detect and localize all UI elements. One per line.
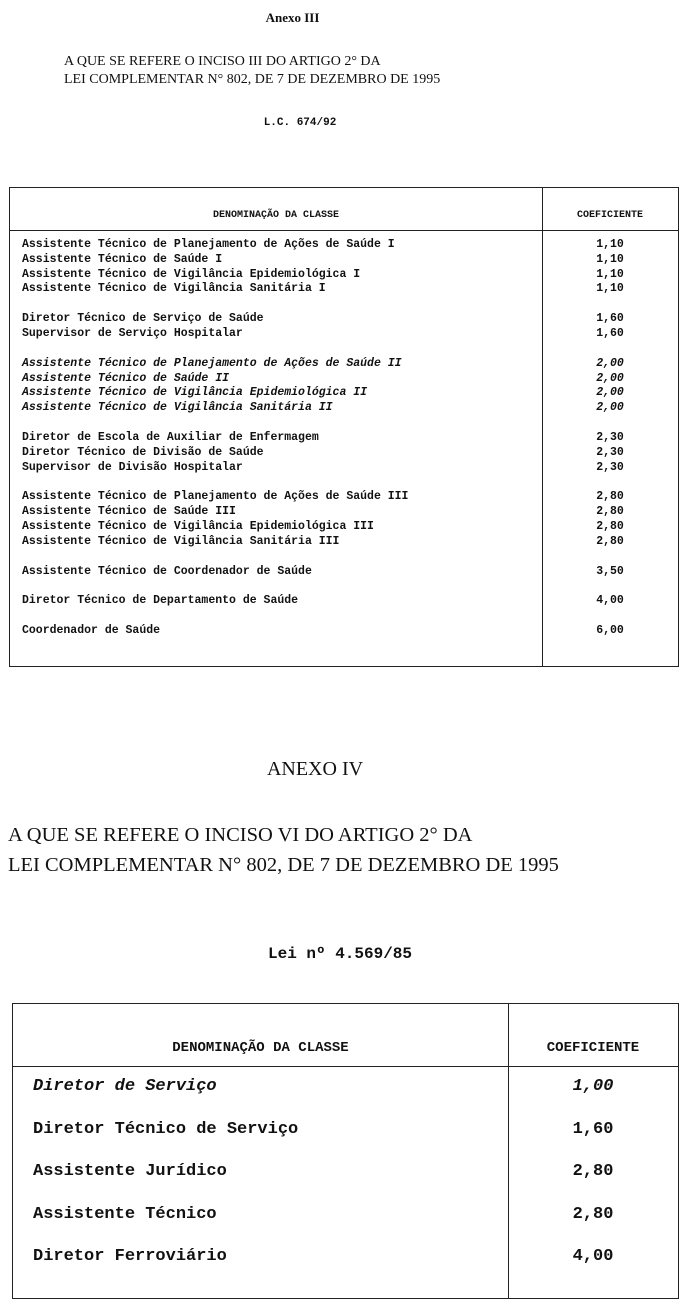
coefficient: 2,00 [596, 386, 624, 400]
table-row [10, 431, 678, 446]
class-name: Diretor Técnico de Serviço [33, 1119, 299, 1139]
class-name: Assistente Técnico de Saúde II [22, 371, 230, 385]
table-row [10, 565, 678, 580]
table-row [10, 238, 678, 253]
class-name: Assistente Técnico de Saúde III [22, 505, 236, 519]
table-row [10, 446, 678, 461]
table-row [10, 312, 678, 327]
class-name: Assistente Jurídico [33, 1162, 227, 1181]
coefficient: 1,10 [596, 267, 624, 281]
class-name: Assistente Técnico de Vigilância Epidemiológica II [22, 386, 368, 400]
annex3-reference-line1: A QUE SE REFERE O INCISO III DO ARTIGO 2° DA [64, 54, 381, 69]
table-row [10, 490, 678, 505]
table-row-group [10, 238, 678, 297]
class-name: Assistente Técnico de Planejamento de Ações de Saúde II [22, 356, 402, 370]
coefficient: 2,00 [596, 401, 624, 415]
annex4-reference-line2: LEI COMPLEMENTAR N° 802, DE 7 DE DEZEMBRO DE 1995 [8, 854, 559, 876]
table-row [10, 520, 678, 535]
coefficient: 3,50 [596, 564, 624, 578]
class-name: Diretor de Escola de Auxiliar de Enfermagem [22, 430, 319, 444]
coefficient: 2,30 [596, 460, 624, 474]
table-row [10, 327, 678, 342]
table-row [10, 594, 678, 609]
table-row [10, 372, 678, 387]
class-name: Diretor Técnico de Serviço de Saúde [22, 312, 264, 326]
class-name: Assistente Técnico de Vigilância Sanitária I [22, 282, 326, 296]
annex3-reference [64, 53, 440, 89]
class-name: Assistente Técnico [33, 1204, 217, 1224]
table-row [13, 1200, 678, 1243]
coefficient: 2,80 [596, 534, 624, 548]
table-row [13, 1115, 678, 1158]
table-row [10, 282, 678, 297]
coefficient: 2,00 [596, 356, 624, 370]
table-row-group [10, 431, 678, 475]
table-row [13, 1157, 678, 1200]
coefficient: 4,00 [596, 594, 624, 608]
annex3-table-body [10, 238, 678, 654]
class-name: Assistente Técnico de Vigilância Sanitária III [22, 534, 340, 548]
class-name: Supervisor de Serviço Hospitalar [22, 326, 243, 340]
class-name: Assistente Técnico de Vigilância Sanitária II [22, 401, 333, 415]
table-row [10, 505, 678, 520]
annex4-table-body [13, 1072, 678, 1285]
coefficient: 2,80 [596, 490, 624, 504]
annex3-law: L.C. 674/92 [263, 117, 337, 129]
annex3-table [9, 187, 679, 667]
coefficient: 2,80 [572, 1162, 614, 1181]
table-row-group [10, 357, 678, 416]
table-row [10, 461, 678, 476]
header-divider [10, 230, 678, 231]
coefficient: 2,80 [596, 519, 624, 533]
table-row-group [10, 594, 678, 609]
coefficient: 1,10 [596, 238, 624, 251]
class-name: Assistente Técnico de Saúde I [22, 252, 223, 266]
class-name: Assistente Técnico de Coordenador de Saúde [22, 564, 312, 578]
annex4-reference-line1: A QUE SE REFERE O INCISO VI DO ARTIGO 2° DA [8, 824, 473, 846]
header-denominacao: DENOMINAÇÃO DA CLASSE [212, 210, 340, 221]
coefficient: 6,00 [596, 624, 624, 638]
table-row [10, 268, 678, 283]
class-name: Diretor Técnico de Departamento de Saúde [22, 594, 299, 608]
class-name: Assistente Técnico de Planejamento de Ações de Saúde III [22, 490, 409, 504]
annex4-title: ANEXO IV [266, 758, 364, 780]
coefficient: 1,60 [596, 326, 624, 340]
table-row-group [10, 565, 678, 580]
coefficient: 1,60 [572, 1119, 614, 1139]
header-denominacao: DENOMINAÇÃO DA CLASSE [172, 1040, 349, 1056]
coefficient: 1,00 [572, 1077, 614, 1096]
class-name: Assistente Técnico de Vigilância Epidemiológica I [22, 267, 361, 281]
annex4-table [12, 1003, 679, 1299]
class-name: Diretor Técnico de Divisão de Saúde [22, 445, 264, 459]
header-divider [13, 1066, 678, 1067]
class-name: Coordenador de Saúde [22, 624, 161, 638]
annex4-reference [8, 820, 559, 880]
coefficient: 2,30 [596, 445, 624, 459]
coefficient: 2,80 [572, 1204, 614, 1224]
coefficient: 2,80 [596, 505, 624, 519]
coefficient: 4,00 [572, 1247, 614, 1266]
header-coeficiente: COEFICIENTE [546, 1040, 640, 1056]
coefficient: 1,10 [596, 252, 624, 266]
coefficient: 1,60 [596, 312, 624, 326]
table-row-group [10, 490, 678, 549]
class-name: Diretor Ferroviário [33, 1247, 227, 1266]
table-row [13, 1242, 678, 1285]
class-name: Assistente Técnico de Planejamento de Ações de Saúde I [22, 238, 395, 251]
annex3-reference-line2: LEI COMPLEMENTAR N° 802, DE 7 DE DEZEMBRO DE 1995 [64, 72, 441, 87]
annex3-title: Anexo III [265, 10, 320, 25]
table-row [10, 535, 678, 550]
table-row [10, 386, 678, 401]
coefficient: 1,10 [596, 282, 624, 296]
class-name: Supervisor de Divisão Hospitalar [22, 460, 243, 474]
table-row-group [10, 312, 678, 342]
table-row [10, 624, 678, 639]
class-name: Assistente Técnico de Vigilância Epidemiológica III [22, 519, 374, 533]
table-row [10, 401, 678, 416]
table-row-group [10, 624, 678, 639]
table-row [10, 253, 678, 268]
table-row [10, 357, 678, 372]
header-coeficiente: COEFICIENTE [576, 210, 643, 221]
coefficient: 2,00 [596, 371, 624, 385]
coefficient: 2,30 [596, 430, 624, 444]
annex4-law: Lei nº 4.569/85 [267, 945, 413, 963]
class-name: Diretor de Serviço [33, 1077, 217, 1096]
table-row [13, 1072, 678, 1115]
